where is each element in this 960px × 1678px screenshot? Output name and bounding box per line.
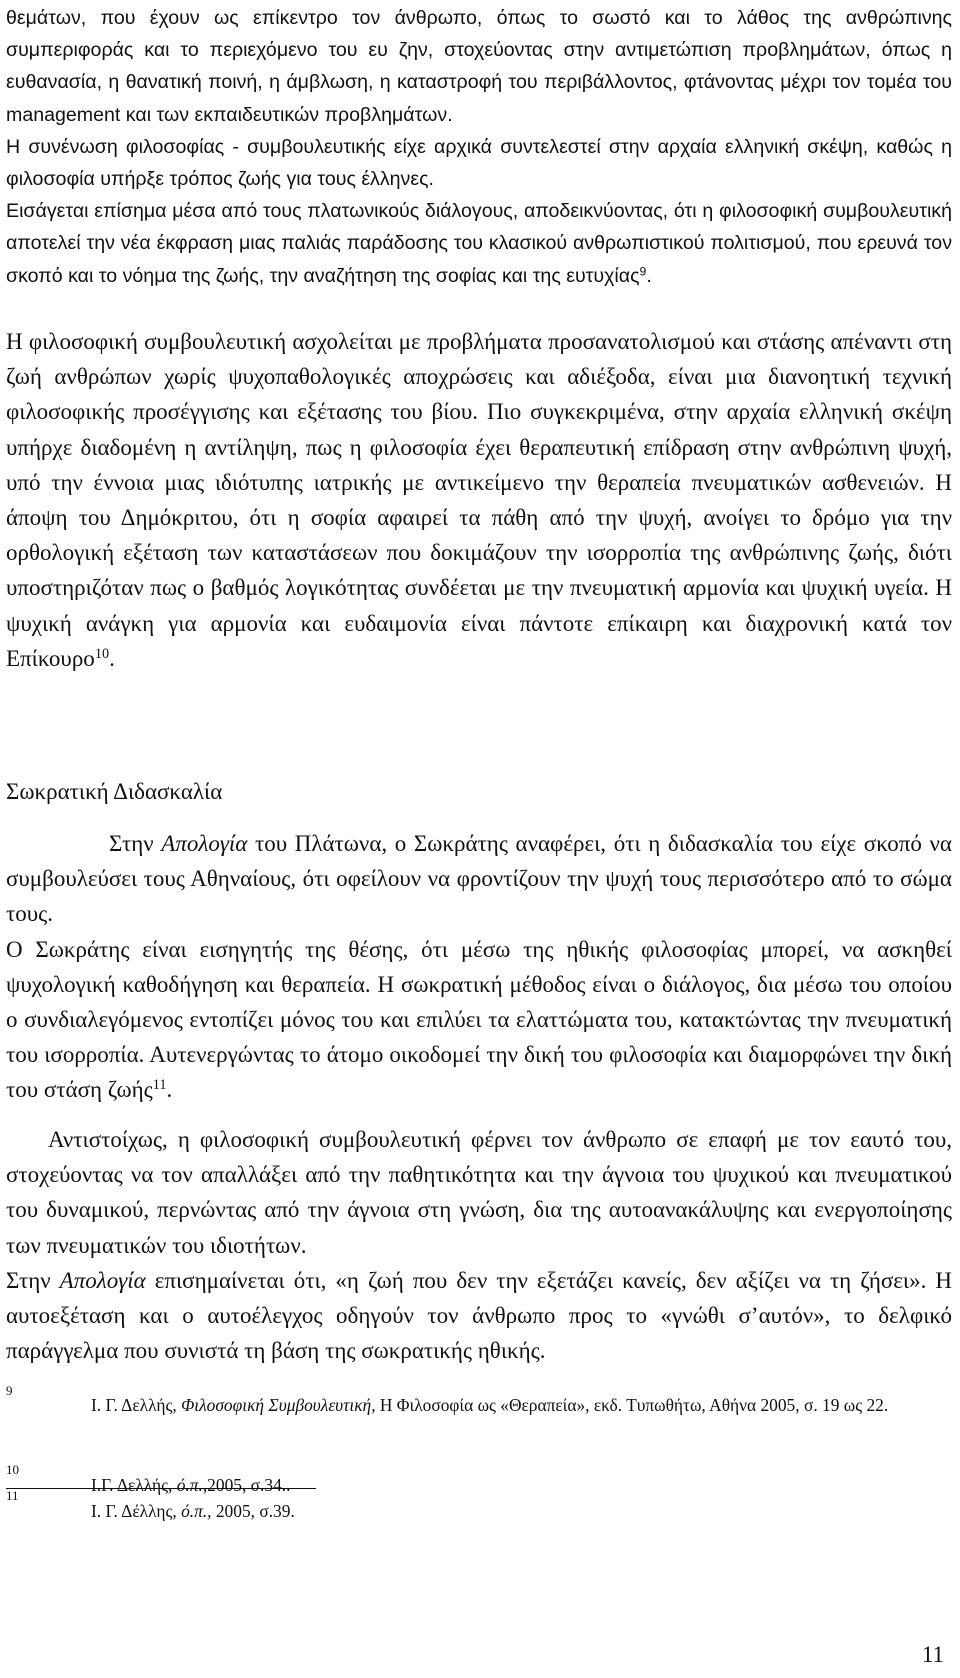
footnote-details: 2005, σ.34..	[207, 1475, 291, 1495]
paragraph: Η συνένωση φιλοσοφίας - συμβουλευτικής είχε αρχικά συντελεστεί στην αρχαία ελληνική σκέψη, καθώς η φιλοσοφία υπήρξε τρόπος ζωής για τους έλληνες.	[6, 135, 952, 191]
paragraph-text: Ο Σωκράτης είναι εισηγητής της θέσης, ότι μέσω της ηθικής φιλοσοφίας μπορεί, να ασκηθεί ψυχολογική καθοδήγηση και θεραπεία. Η σωκρατική μέθοδος είναι ο διάλογος, δια μέσω του οποίου ο συνδιαλεγόμενος εντοπίζει μόνος του και επιλύει τα ελαττώματα του, κατακτώντας την πνευματική του ισορροπία. Αυτενεργώντας το άτομο οικοδομεί την δική του φιλοσοφία και διαμορφώνει την δική του στάση ζωής	[6, 936, 952, 1103]
paragraph	[6, 1263, 952, 1369]
paragraph-text: του Πλάτωνα, ο Σωκράτης αναφέρει, ότι η διδασκαλία του είχε σκοπό να συμβουλεύσει τους Αθηναίους, ότι οφείλουν να φροντίζουν την ψυχή τους περισσότερο από το σώμα τους.	[6, 831, 952, 927]
paragraph-text: Εισάγεται επίσημα μέσα από τους πλατωνικούς διάλογους, αποδεικνύοντας, ότι η φιλοσοφική συμβουλευτική αποτελεί την νέα έκφραση μιας παλιάς παράδοσης του κλασικού ανθρωπιστικού πολιτισμού, που ερευνά τον σκοπό και το νόημα της ζωής, την αναζήτηση της σοφίας και της ευτυχίας	[6, 200, 952, 287]
footnote-title: ό.π.,	[181, 1501, 212, 1521]
footnote-reference[interactable]: 10	[94, 646, 110, 662]
footnote-details: Η Φιλοσοφία ως «Θεραπεία», εκδ. Τυπωθήτω, Αθήνα 2005, σ. 19 ως 22.	[375, 1395, 889, 1415]
footnote-text	[6, 1392, 952, 1418]
paragraph	[6, 195, 952, 292]
punctuation: .	[166, 1077, 173, 1103]
footnote-reference[interactable]: 9	[639, 263, 647, 278]
paragraph	[6, 324, 952, 676]
footnote-reference[interactable]: 11	[152, 1077, 167, 1094]
footnote-title: Φιλοσοφική Συμβουλευτική,	[181, 1395, 376, 1415]
book-title: Απολογία	[161, 831, 248, 856]
footnote-number: 10	[6, 1462, 19, 1477]
paragraph: θεμάτων, που έχουν ως επίκεντρο τον άνθρωπο, όπως το σωστό και το λάθος της ανθρώπινης συμπεριφοράς και το περιεχόμενο του ευ ζην, στοχεύοντας στην αντιμετώπιση προβλημάτων, όπως η ευθανασία, η θανατική ποινή, η άμβλωση, η καταστροφή του περιβάλλοντος, φτάνοντας μέχρι τον τομέα του management και των εκπαιδευτικών προβλημάτων.	[6, 7, 952, 126]
paragraph	[6, 932, 952, 1108]
book-title: Απολογία	[59, 1267, 146, 1293]
paragraph-text: επισημαίνεται ότι, «η ζωή που δεν την εξετάζει κανείς, δεν αξίζει να τη ζήσει». Η αυτοεξέταση και ο αυτοέλεγχος οδηγούν τον άνθρωπο προς το «γνώθι σ’αυτόν», το δελφικό παράγγελμα που συνιστά τη βάση της σωκρατικής ηθικής.	[6, 1267, 952, 1364]
footnote	[6, 1383, 952, 1418]
text-block-intro	[6, 2, 952, 292]
paragraph-text: Στην	[6, 1267, 60, 1293]
footnote-title: ό.π.,	[176, 1475, 208, 1495]
punctuation: .	[109, 645, 115, 671]
footnote-author: Ι. Γ. Δέλλης,	[91, 1501, 182, 1521]
footnote	[6, 1462, 952, 1498]
footnote-details: 2005, σ.39.	[211, 1501, 295, 1521]
footnote	[6, 1488, 952, 1524]
paragraph-text: Στην	[109, 831, 162, 856]
page-number: 11	[921, 1642, 944, 1667]
text-block-self-examination	[6, 1122, 952, 1368]
footnote-number: 9	[6, 1383, 13, 1398]
paragraph: Αντιστοίχως, η φιλοσοφική συμβουλευτική φέρνει τον άνθρωπο σε επαφή με τον εαυτό του, στοχεύοντας να τον απαλλάξει από την παθητικότητα και την άγνοια του ψυχικού και πνευματικού του δυναμικού, περνώντας από την άγνοια στη γνώση, δια της αυτοανακάλυψης και ενεργοποίησης των πνευματικών του ιδιοτήτων.	[6, 1127, 952, 1258]
footnote-number: 11	[6, 1488, 19, 1503]
footnote-author: Ι. Γ. Δελλής,	[91, 1395, 182, 1415]
text-block-socratic	[6, 826, 952, 1108]
footnote-text	[6, 1472, 952, 1498]
footnote-author: Ι.Γ. Δελλής,	[91, 1475, 177, 1495]
text-block-philosophical-counseling	[6, 324, 952, 676]
footnote-text	[6, 1498, 952, 1524]
paragraph-text: Η φιλοσοφική συμβουλευτική ασχολείται με προβλήματα προσανατολισμού και στάσης απέναντι στη ζωή ανθρώπων χωρίς ψυχοπαθολογικές αποχρώσεις και αδιέξοδα, είναι μια διανοητική τεχνική φιλοσοφικής προσέγγισης και εξέτασης του βίου. Πιο συγκεκριμένα, στην αρχαία ελληνική σκέψη υπήρχε διαδομένη η αντίληψη, πως η φιλοσοφία έχει θεραπευτική επίδραση στην ανθρώπινη ψυχή, υπό την έννοια μιας ιδιότυπης ιατρικής με αντικείμενο την θεραπεία πνευματικών ασθενειών. Η άποψη του Δημόκριτου, ότι η σοφία αφαιρεί τα πάθη από την ψυχή, ανοίγει το δρόμο για την ορθολογική εξέταση των καταστάσεων που δοκιμάζουν την ισορροπία της ανθρώπινης ζωής, διότι υποστηριζόταν πως ο βαθμός λογικότητας συνδέεται με την πνευματική αρμονία και ψυχική υγεία. Η ψυχική ανάγκη για αρμονία και ευδαιμονία είναι πάντοτε επίκαιρη και διαχρονική κατά τον Επίκουρο	[6, 329, 952, 671]
punctuation: .	[646, 264, 652, 287]
section-heading: Σωκρατική Διδασκαλία	[6, 779, 223, 804]
paragraph	[6, 826, 952, 932]
